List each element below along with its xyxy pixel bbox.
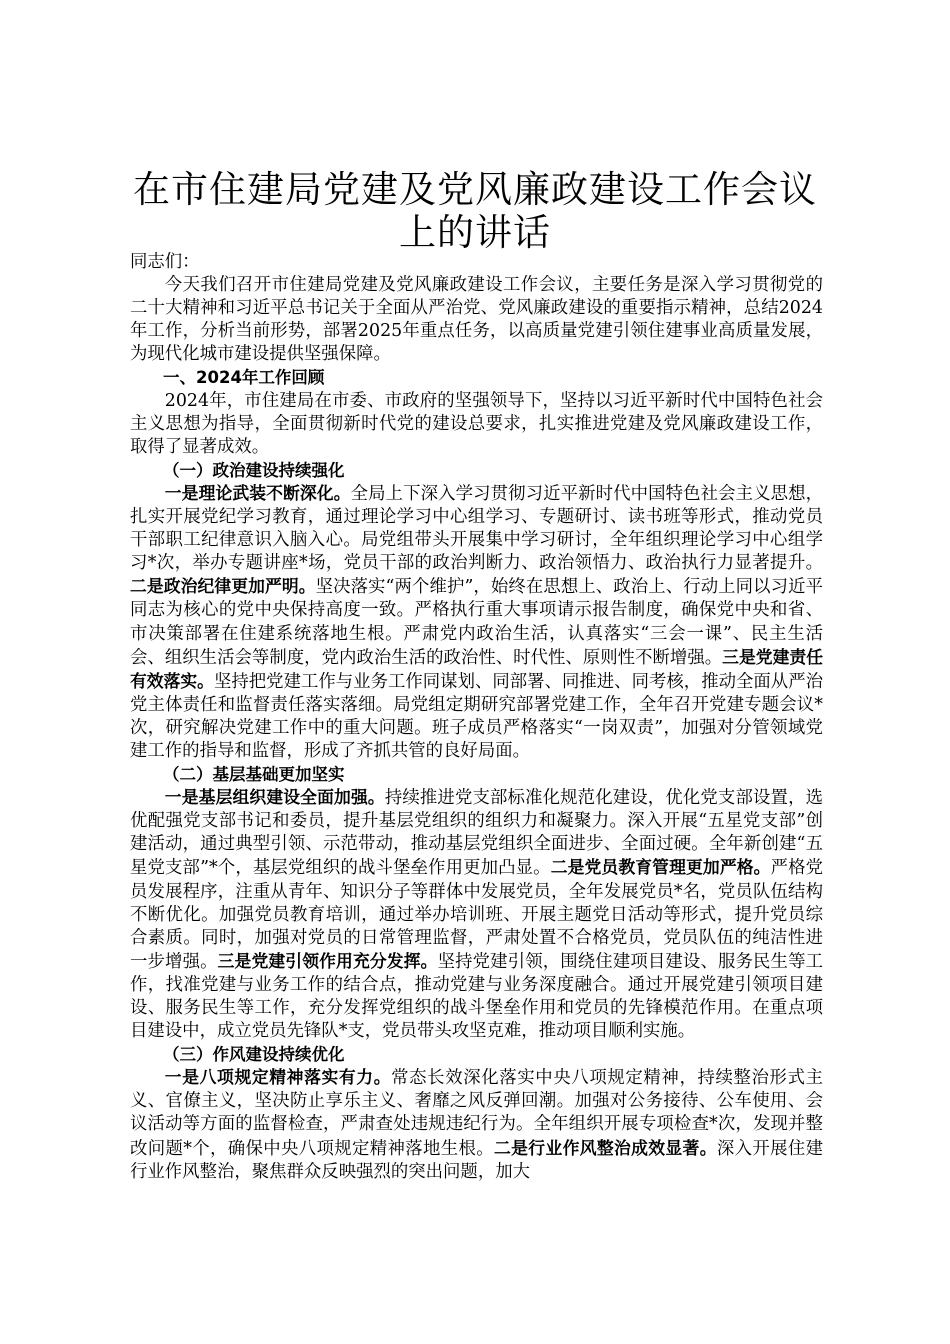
paragraph-text: 严格党员发展程序，注重从青年、知识分子等群体中发展党员，全年发展党员*名，党员队伍结构不断优化。加强党员教育培训，通过举办培训班、开展主题党日活动等形式，提升党员综合素质。同时，加强对党员的日常管理监督，严肃处置不合格党员，党员队伍的纯洁性进一步增强。 xyxy=(130,858,823,972)
lead-phrase: 一是八项规定精神落实有力。 xyxy=(164,1067,392,1088)
section-intro-paragraph: 2024年，市住建局在市委、市政府的坚强领导下，坚持以习近平新时代中国特色社会主义思想为指导，全面贯彻新时代党的建设总要求，扎实推进党建及党风廉政建设工作，取得了显著成效。 xyxy=(130,390,823,457)
lead-phrase: 一是基层组织建设全面加强。 xyxy=(164,787,385,808)
lead-phrase: 三是党建引领作用充分发挥。 xyxy=(217,950,438,971)
paragraph-political xyxy=(130,482,823,763)
paragraph-text: 持续推进党支部标准化规范化建设，优化党支部设置，选优配强党支部书记和委员，提升基层党组织的组织力和凝聚力。深入开展“五星党支部”创建活动，通过典型引领、示范带动，推动基层党组织全面进步、全面过硬。全年新创建“五星党支部”*个，基层党组织的战斗堡垒作用更加凸显。 xyxy=(130,788,823,879)
lead-phrase: 一是理论武装不断深化。 xyxy=(164,482,351,503)
paragraph-text: 坚持党建引领，围绕住建项目建设、服务民生等工作，找准党建与业务工作的结合点，推动党建与业务深度融合。通过开展党建引领项目建设、服务民生等工作，充分发挥党组织的战斗堡垒作用和党员的先锋模范作用。在重点项目建设中，成立党员先锋队*支，党员带头攻坚克难，推动项目顺利实施。 xyxy=(130,951,823,1042)
paragraph-text: 深入开展住建行业作风整治，聚焦群众反映强烈的突出问题，加大 xyxy=(130,1138,823,1182)
subsection-heading-style: （三）作风建设持续优化 xyxy=(163,1045,345,1065)
paragraph-text: 常态长效深化落实中央八项规定精神，持续整治形式主义、官僚主义，坚决防止享乐主义、奢靡之风反弹回潮。加强对公务接待、公车使用、会议活动等方面的监督检查，严肃查处违规违纪行为。全年组织开展专项检查*次，发现并整改问题*个，确保中央八项规定精神落地生根。 xyxy=(130,1068,823,1159)
paragraph-grassroots xyxy=(130,786,823,1043)
paragraph-text: 坚决落实“两个维护”，始终在思想上、政治上、行动上同以习近平同志为核心的党中央保持高度一致。严格执行重大事项请示报告制度，确保党中央和省、市决策部署在住建系统落地生根。严肃党内政治生活，认真落实“三会一课”、民主生活会、组织生活会等制度，党内政治生活的政治性、时代性、原则性不断增强。 xyxy=(130,577,823,668)
lead-phrase: 二是党员教育管理更加严格。 xyxy=(550,857,771,878)
salutation: 同志们： xyxy=(130,252,200,272)
paragraph-text: 坚持把党建工作与业务工作同谋划、同部署、同推进、同考核，推动全面从严治党主体责任和监督责任落实落细。局党组定期研究部署党建工作，全年召开党建专题会议*次，研究解决党建工作中的重大问题。班子成员严格落实“一岗双责”，加强对分管领域党建工作的指导和监督，形成了齐抓共管的良好局面。 xyxy=(130,671,823,761)
document-body xyxy=(130,251,823,1184)
intro-paragraph: 今天我们召开市住建局党建及党风廉政建设工作会议，主要任务是深入学习贯彻党的二十大精神和习近平总书记关于全面从严治党、党风廉政建设的重要指示精神，总结2024年工作，分析当前形势，部署2025年重点任务，以高质量党建引领住建事业高质量发展，为现代化城市建设提供坚强保障。 xyxy=(130,275,823,365)
paragraph-text: 全局上下深入学习贯彻习近平新时代中国特色社会主义思想，扎实开展党纪学习教育，通过理论学习中心组学习、专题研讨、读书班等形式，推动党员干部职工纪律意识入脑入心。局党组带头开展集中学习研讨，全年组织理论学习中心组学习*次，举办专题讲座*场，党员干部的政治判断力、政治领悟力、政治执行力显著提升。 xyxy=(130,483,823,574)
paragraph-style xyxy=(130,1066,823,1183)
lead-phrase: 二是政治纪律更加严明。 xyxy=(130,576,316,597)
lead-phrase: 三是党建责任有效落实。 xyxy=(130,646,823,691)
document-title: 在市住建局党建及党风廉政建设工作会议上的讲话 xyxy=(133,168,817,254)
subsection-heading-political: （一）政治建设持续强化 xyxy=(163,460,345,480)
subsection-heading-grassroots: （二）基层基础更加坚实 xyxy=(163,765,345,785)
lead-phrase: 二是行业作风整治成效显著。 xyxy=(494,1137,717,1158)
section-heading-review: 一、2024年工作回顾 xyxy=(163,368,325,388)
